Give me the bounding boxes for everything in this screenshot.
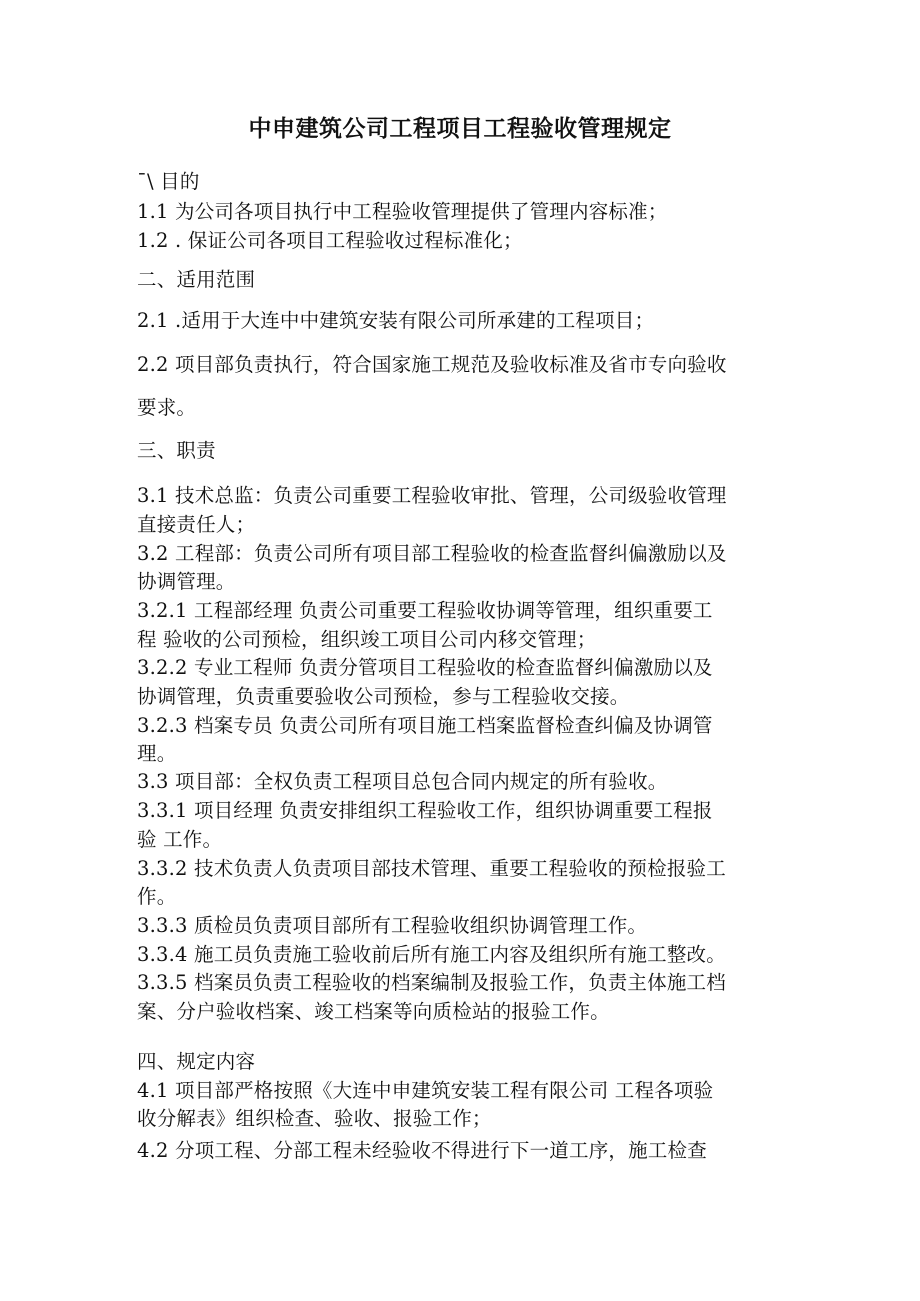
paragraph-line: 2.1 .适用于大连中中建筑安装有限公司所承建的工程项目；	[137, 309, 655, 332]
section-heading-responsibilities: 三、职责	[137, 439, 216, 462]
paragraph-line: 3.3 项目部：全权负责工程项目总包合同内规定的所有验收。	[137, 770, 668, 793]
paragraph-line: 收分解表》组织检查、验收、报验工作；	[137, 1107, 492, 1130]
paragraph-line: 3.2.3 档案专员 负责公司所有项目施工档案监督检查纠偏及协调管	[137, 714, 713, 737]
paragraph-line: 3.3.4 施工员负责施工验收前后所有施工内容及组织所有施工整改。	[137, 943, 726, 966]
document-title: 中申建筑公司工程项目工程验收管理规定	[248, 116, 672, 142]
paragraph-line: 1.2 . 保证公司各项目工程验收过程标准化；	[137, 229, 523, 252]
paragraph-line: 3.1 技术总监：负责公司重要工程验收审批、管理，公司级验收管理	[137, 484, 727, 507]
paragraph-line: 3.3.5 档案员负责工程验收的档案编制及报验工作，负责主体施工档	[137, 971, 726, 994]
paragraph-line: 协调管理。	[137, 570, 236, 593]
paragraph-line: 3.3.1 项目经理 负责安排组织工程验收工作，组织协调重要工程报	[137, 799, 713, 822]
paragraph-line: 3.3.2 技术负责人负责项目部技术管理、重要工程验收的预检报验工	[137, 857, 726, 880]
paragraph-line: 4.1 项目部严格按照《大连中申建筑安装工程有限公司 工程各项验	[137, 1079, 714, 1102]
paragraph-line: 直接责任人；	[137, 513, 256, 536]
paragraph-line: 3.2.1 工程部经理 负责公司重要工程验收协调等管理，组织重要工	[137, 599, 713, 622]
paragraph-line: 协调管理，负责重要验收公司预检，参与工程验收交接。	[137, 685, 630, 708]
paragraph-line: 验 工作。	[137, 828, 223, 851]
paragraph-line: 2.2 项目部负责执行，符合国家施工规范及验收标准及省市专向验收	[137, 353, 727, 376]
paragraph-line: 作。	[137, 885, 177, 908]
paragraph-line: 3.3.3 质检员负责项目部所有工程验收组织协调管理工作。	[137, 914, 648, 937]
paragraph-line: 3.2.2 专业工程师 负责分管项目工程验收的检查监督纠偏激励以及	[137, 656, 713, 679]
section-heading-scope: 二、适用范围	[137, 268, 256, 291]
paragraph-line: 1.1 为公司各项目执行中工程验收管理提供了管理内容标准；	[137, 200, 668, 223]
paragraph-line: 3.2 工程部：负责公司所有项目部工程验收的检查监督纠偏激励以及	[137, 542, 727, 565]
paragraph-line: 理。	[137, 742, 177, 765]
paragraph-line: 案、分户验收档案、竣工档案等向质检站的报验工作。	[137, 1000, 610, 1023]
paragraph-line: 程 验收的公司预检，组织竣工项目公司内移交管理；	[137, 628, 597, 651]
paragraph-line: 要求。	[137, 396, 197, 419]
section-heading-provisions: 四、规定内容	[137, 1050, 256, 1073]
section-heading-purpose: ¯\ 目的	[137, 170, 200, 193]
paragraph-line: 4.2 分项工程、分部工程未经验收不得进行下一道工序，施工检查	[137, 1139, 707, 1162]
